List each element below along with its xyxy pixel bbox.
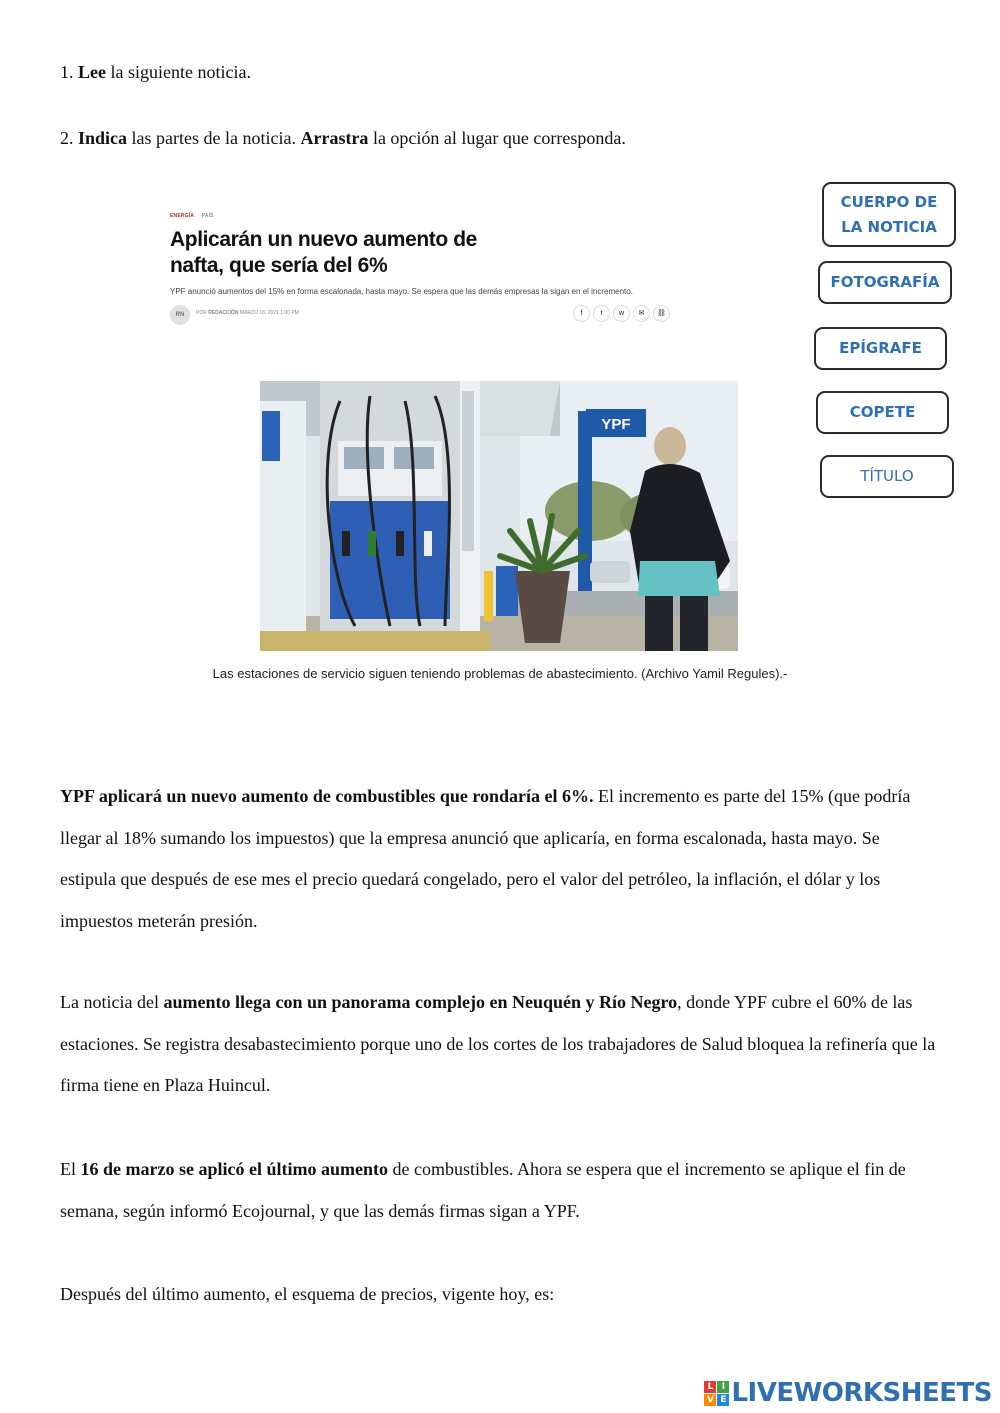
article-byline bbox=[196, 310, 299, 316]
step-number: 2. bbox=[60, 128, 74, 148]
whatsapp-icon[interactable]: w bbox=[613, 305, 630, 322]
gas-station-illustration bbox=[260, 381, 738, 651]
byline-prefix: POR bbox=[196, 310, 207, 316]
step-verb: Arrastra bbox=[300, 128, 369, 148]
share-buttons bbox=[573, 305, 670, 322]
mark-letter: L bbox=[704, 1381, 716, 1393]
paragraph-text: La noticia del bbox=[60, 992, 164, 1012]
paragraph-bold: aumento llega con un panorama complejo en Neuquén y Río Negro bbox=[163, 992, 678, 1012]
photo-caption: Las estaciones de servicio siguen teniendo problemas de abastecimiento. (Archivo Yamil Regules).- bbox=[212, 666, 788, 681]
paragraph-bold: 16 de marzo se aplicó el último aumento bbox=[80, 1159, 388, 1179]
facebook-icon[interactable]: f bbox=[573, 305, 590, 322]
option-label-line2: LA NOTICIA bbox=[841, 217, 937, 236]
article-tags bbox=[170, 213, 214, 219]
article-lede: YPF anunció aumentos del 15% en forma escalonada, hasta mayo. Se espera que las demás empresas la sigan en el incremento. bbox=[170, 287, 633, 296]
mail-icon[interactable]: ✉ bbox=[633, 305, 650, 322]
news-article-header bbox=[160, 205, 680, 325]
step-text: las partes de la noticia. bbox=[131, 128, 296, 148]
article-body-paragraph-4: Después del último aumento, el esquema de precios, vigente hoy, es: bbox=[60, 1284, 555, 1304]
mark-letter: I bbox=[717, 1381, 729, 1393]
paragraph-text: , donde YPF cubre el 60% de las estaciones. Se registra desabastecimiento porque uno de los cortes de los trabajadores de Salud bloquea la refinería que la firma tiene en Plaza Huincul. bbox=[60, 992, 936, 1095]
article-body-paragraph-2 bbox=[60, 982, 940, 1107]
author-avatar: RN bbox=[170, 305, 190, 325]
option-cuerpo-de-la-noticia[interactable] bbox=[822, 182, 956, 247]
paragraph-bold-lead: YPF aplicará un nuevo aumento de combustibles que rondaría el 6%. bbox=[60, 786, 594, 806]
ypf-sign-text: YPF bbox=[601, 416, 631, 433]
article-photo bbox=[260, 381, 738, 651]
step-verb: Lee bbox=[78, 62, 106, 82]
instruction-step-1 bbox=[60, 61, 251, 83]
paragraph-text: El bbox=[60, 1159, 81, 1179]
instruction-step-2 bbox=[60, 127, 626, 149]
option-label: FOTOGRAFÍA bbox=[830, 273, 940, 291]
option-label-line1: CUERPO DE bbox=[840, 192, 938, 211]
twitter-icon[interactable]: t bbox=[593, 305, 610, 322]
brand-name: LIVEWORKSHEETS bbox=[731, 1378, 992, 1408]
step-text: la siguiente noticia. bbox=[110, 62, 251, 82]
liveworksheets-mark-icon bbox=[704, 1381, 729, 1406]
option-titulo[interactable] bbox=[820, 455, 954, 498]
option-copete[interactable] bbox=[816, 391, 949, 434]
step-text: la opción al lugar que corresponda. bbox=[372, 128, 626, 148]
article-headline: Aplicarán un nuevo aumento de nafta, que sería del 6% bbox=[170, 228, 477, 277]
paragraph-text: El incremento es parte del 15% (que podría llegar al 18% sumando los impuestos) que la empresa anunció que aplicaría, en forma escalonada, hasta mayo. Se estipula que después de ese mes el precio quedará congelado, pero el valor del petróleo, la inflación, el dólar y los impuestos meterán presión. bbox=[60, 786, 911, 931]
option-label: COPETE bbox=[849, 403, 916, 421]
byline-date: MARZO 18, 2021 1:00 PM bbox=[239, 310, 299, 316]
region-tag: PAÍS bbox=[201, 213, 214, 219]
mark-letter: E bbox=[717, 1394, 729, 1406]
section-tag: ENERGÍA bbox=[170, 213, 194, 219]
link-icon[interactable]: ⛓ bbox=[653, 305, 670, 322]
option-label: EPÍGRAFE bbox=[839, 339, 922, 357]
option-label: TÍTULO bbox=[860, 467, 914, 485]
article-body-paragraph-1 bbox=[60, 776, 940, 942]
step-verb: Indica bbox=[78, 128, 128, 148]
mark-letter: V bbox=[704, 1394, 716, 1406]
liveworksheets-logo bbox=[704, 1376, 992, 1410]
article-body-paragraph-3 bbox=[60, 1149, 940, 1232]
option-epigrafe[interactable] bbox=[814, 327, 947, 370]
option-fotografia[interactable] bbox=[818, 261, 952, 304]
byline-author: REDACCIÓN bbox=[208, 310, 239, 316]
paragraph-text: de combustibles. Ahora se espera que el incremento se aplique el fin de semana, según informó Ecojournal, y que las demás firmas sigan a YPF. bbox=[60, 1159, 906, 1221]
step-number: 1. bbox=[60, 62, 74, 82]
